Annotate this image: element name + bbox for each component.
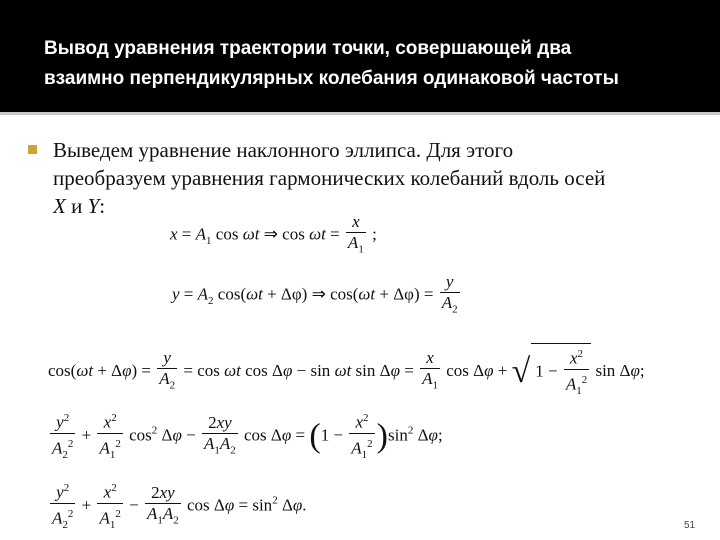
slide-header [0,0,720,112]
and-word: и [71,194,83,218]
equation-squared: $\frac{y^2}{A_2^2}$ + $\frac{x^2}{A_1^2}$ $\cos^2 \Delta\varphi$ − $\frac{2xy}{A_1A_2}$ cos Δφ = (1 − $\frac{x^2}{A_1^2}$ )$\sin^2$ Δφ; [48,408,443,465]
bullet-line-2: преобразуем уравнения гармонических колебаний вдоль осей [53,166,606,190]
slide-title [44,34,704,94]
equation-x: $x = A_1$ cos ωt ⇒ cos ωt = $\frac{x}{A_1}$ ; [170,212,377,256]
axis-x-label: X [53,194,66,218]
equation-ellipse: $\frac{y^2}{A_2^2}$ + $\frac{x^2}{A_1^2}$ − $\frac{2xy}{A_1A_2}$ $\cos \Delta\varphi = \sin^2 \Delta\varphi$. [48,478,307,535]
axis-y-label: Y [87,194,100,218]
page-number: 51 [684,520,696,531]
colon: : [99,194,106,218]
bullet-line-3 [53,192,703,220]
bullet-square-icon [28,145,37,154]
bullet-text [53,136,703,220]
bullet-line-1: Выведем уравнение наклонного эллипса. Для этого [53,138,514,162]
equation-expansion: cos(ωt + Δφ) = $\frac{y}{A_2}$ = cos ωt cos Δφ − sin ωt sin Δφ = $\frac{x}{A_1}$ cos Δφ + √ 1 − $\frac{x^2}{A_1^2}$ sin Δφ; [48,343,645,401]
title-line-2: взаимно перпендикулярных колебания одинаковой частоты [44,68,619,89]
equation-y: $y = A_2$ cos(ωt + Δφ) ⇒ cos(ωt + Δφ) = $\frac{y}{A_2}$ [172,272,458,316]
header-divider [0,112,720,115]
title-line-1: Вывод уравнения траектории точки, совершающей два [44,38,572,59]
